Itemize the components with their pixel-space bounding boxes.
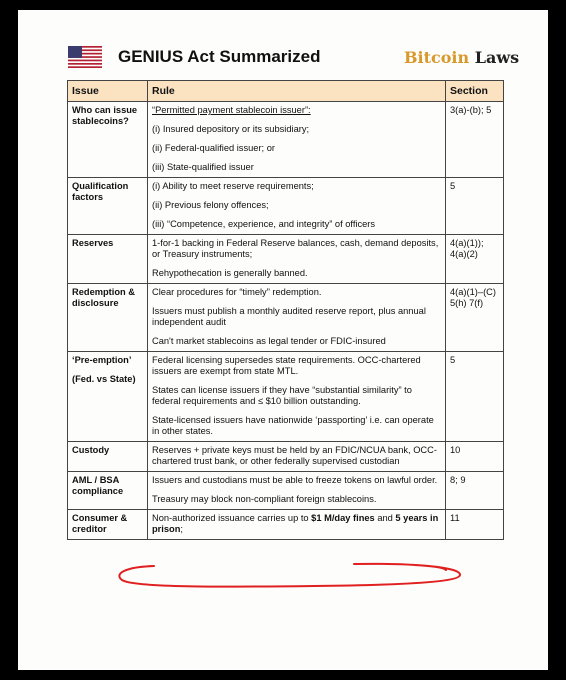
rule-cell xyxy=(148,235,446,284)
table-header-row xyxy=(68,81,504,102)
rule-text-part: and xyxy=(374,513,396,523)
rule-text: (ii) Federal-qualified issuer; or xyxy=(152,143,275,153)
issue-cell xyxy=(68,352,148,442)
rule-text: Reserves + private keys must be held by an FDIC/NCUA bank, OCC-chartered trust bank, or other federally supervised custodian xyxy=(152,445,437,466)
issue-cell: Redemption & disclosure xyxy=(68,284,148,352)
rule-text: “Permitted payment stablecoin issuer”: xyxy=(152,105,311,115)
issue-cell: Qualification factors xyxy=(68,178,148,235)
table-row xyxy=(68,442,504,472)
rule-text-part: ; xyxy=(180,524,184,534)
section-cell: 4(a)(1)); 4(a)(2) xyxy=(446,235,504,284)
rule-text: Clear procedures for “timely” redemption. xyxy=(152,287,322,297)
section-cell: 11 xyxy=(446,510,504,540)
rule-cell xyxy=(148,102,446,178)
issue-cell: Reserves xyxy=(68,235,148,284)
section-cell: 4(a)(1)–(C) 5(h) 7(f) xyxy=(446,284,504,352)
table-row xyxy=(68,284,504,352)
rule-text-bold: $1 M/day fines xyxy=(311,513,375,523)
document-title: GENIUS Act Summarized xyxy=(118,47,321,66)
red-annotation-circle xyxy=(114,560,464,588)
rule-cell xyxy=(148,284,446,352)
document-page xyxy=(18,10,548,670)
issue-subtext: (Fed. vs State) xyxy=(72,374,136,384)
rule-text: (iii) “Competence, experience, and integrity” of officers xyxy=(152,219,376,229)
rule-text-bold: 5 years in prison xyxy=(152,513,439,534)
header-issue: Issue xyxy=(68,81,148,102)
issue-text: ‘Pre-emption’ xyxy=(72,355,132,365)
rule-text: (i) Insured depository or its subsidiary; xyxy=(152,124,310,134)
rule-text: Rehypothecation is generally banned. xyxy=(152,268,308,278)
section-cell: 5 xyxy=(446,352,504,442)
rule-cell xyxy=(148,472,446,510)
rule-cell xyxy=(148,442,446,472)
brand-word-1: Bitcoin xyxy=(404,48,470,67)
table-row xyxy=(68,102,504,178)
rule-text xyxy=(152,513,441,535)
section-cell: 5 xyxy=(446,178,504,235)
rule-text: Can't market stablecoins as legal tender or FDIC-insured xyxy=(152,336,386,346)
rule-text: States can license issuers if they have “substantial similarity” to federal requirements and ≤ $10 billion outstanding. xyxy=(152,385,412,406)
rule-text-highlighted: Treasury may block non-compliant foreign stablecoins. xyxy=(152,494,377,504)
table-row xyxy=(68,235,504,284)
rule-cell xyxy=(148,178,446,235)
section-cell: 3(a)-(b); 5 xyxy=(446,102,504,178)
rule-text: Federal licensing supersedes state requirements. OCC-chartered issuers are exempt from state MTL. xyxy=(152,355,421,376)
issue-cell: Who can issue stablecoins? xyxy=(68,102,148,178)
table-row xyxy=(68,178,504,235)
rule-text: (iii) State-qualified issuer xyxy=(152,162,254,172)
header-section: Section xyxy=(446,81,504,102)
table-row xyxy=(68,352,504,442)
section-cell: 8; 9 xyxy=(446,472,504,510)
rule-text: 1-for-1 backing in Federal Reserve balances, cash, demand deposits, or Treasury instruments; xyxy=(152,238,439,259)
issue-cell: Custody xyxy=(68,442,148,472)
table-row xyxy=(68,510,504,540)
brand-logo xyxy=(404,48,519,67)
table-row xyxy=(68,472,504,510)
header-rule: Rule xyxy=(148,81,446,102)
issue-cell: Consumer & creditor xyxy=(68,510,148,540)
rule-cell xyxy=(148,510,446,540)
issue-cell: AML / BSA compliance xyxy=(68,472,148,510)
rule-cell xyxy=(148,352,446,442)
rule-text: Issuers and custodians must be able to freeze tokens on lawful order. xyxy=(152,475,438,485)
summary-table xyxy=(67,80,504,540)
rule-text: Issuers must publish a monthly audited reserve report, plus annual independent audit xyxy=(152,306,426,327)
rule-text: State-licensed issuers have nationwide ‘passporting’ i.e. can operate in other states. xyxy=(152,415,434,436)
rule-text: (ii) Previous felony offences; xyxy=(152,200,269,210)
rule-text: (i) Ability to meet reserve requirements; xyxy=(152,181,314,191)
section-cell: 10 xyxy=(446,442,504,472)
us-flag-icon xyxy=(68,46,102,68)
brand-word-2: Laws xyxy=(474,48,520,67)
rule-text-part: Non-authorized issuance carries up to xyxy=(152,513,312,523)
